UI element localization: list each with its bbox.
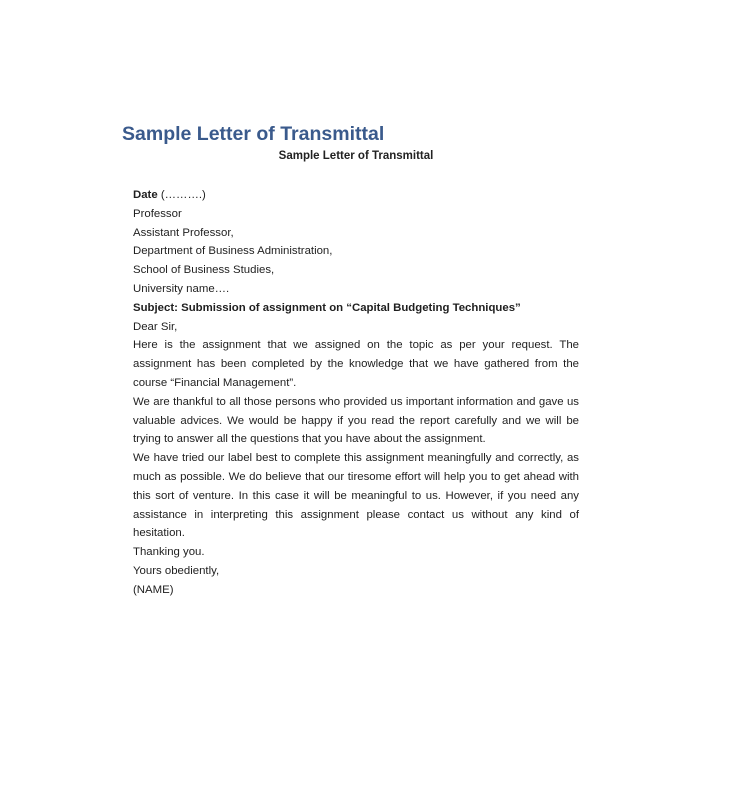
- address-line: Department of Business Administration,: [133, 245, 333, 258]
- body-paragraph: We have tried our label best to complete this assignment meaningfully and correctly, as much as possible. We do believe that our tiresome effort will help you to get ahead with this sort of venture. In this case it will be meaningful to us. However, if you need any assistance in interpreting this assignment please contact us without any kind of hesitation.: [133, 452, 579, 540]
- page-title: Sample Letter of Transmittal: [122, 123, 385, 145]
- date-line: [133, 186, 579, 205]
- signature-name: (NAME): [133, 583, 174, 596]
- letter-body: [133, 186, 579, 600]
- letter-heading: Sample Letter of Transmittal: [278, 150, 434, 162]
- address-line: Professor: [133, 207, 182, 220]
- subject-line: Subject: Submission of assignment on “Capital Budgeting Techniques”: [133, 301, 521, 314]
- salutation: Dear Sir,: [133, 320, 178, 333]
- date-value: (……….): [157, 189, 206, 201]
- address-line: University name….: [133, 282, 230, 295]
- closing-line: Yours obediently,: [133, 564, 220, 577]
- closing-line: Thanking you.: [133, 546, 205, 559]
- address-line: School of Business Studies,: [133, 264, 275, 277]
- body-paragraph: Here is the assignment that we assigned on the topic as per your request. The assignment has been completed by the knowledge that we have gathered from the course “Financial Management”.: [133, 339, 579, 389]
- body-paragraph: We are thankful to all those persons who provided us important information and gave us valuable advices. We would be happy if you read the report carefully and we will be trying to answer all the questions that you have about the assignment.: [133, 395, 579, 446]
- date-label: Date: [133, 189, 158, 201]
- address-line: Assistant Professor,: [133, 226, 234, 239]
